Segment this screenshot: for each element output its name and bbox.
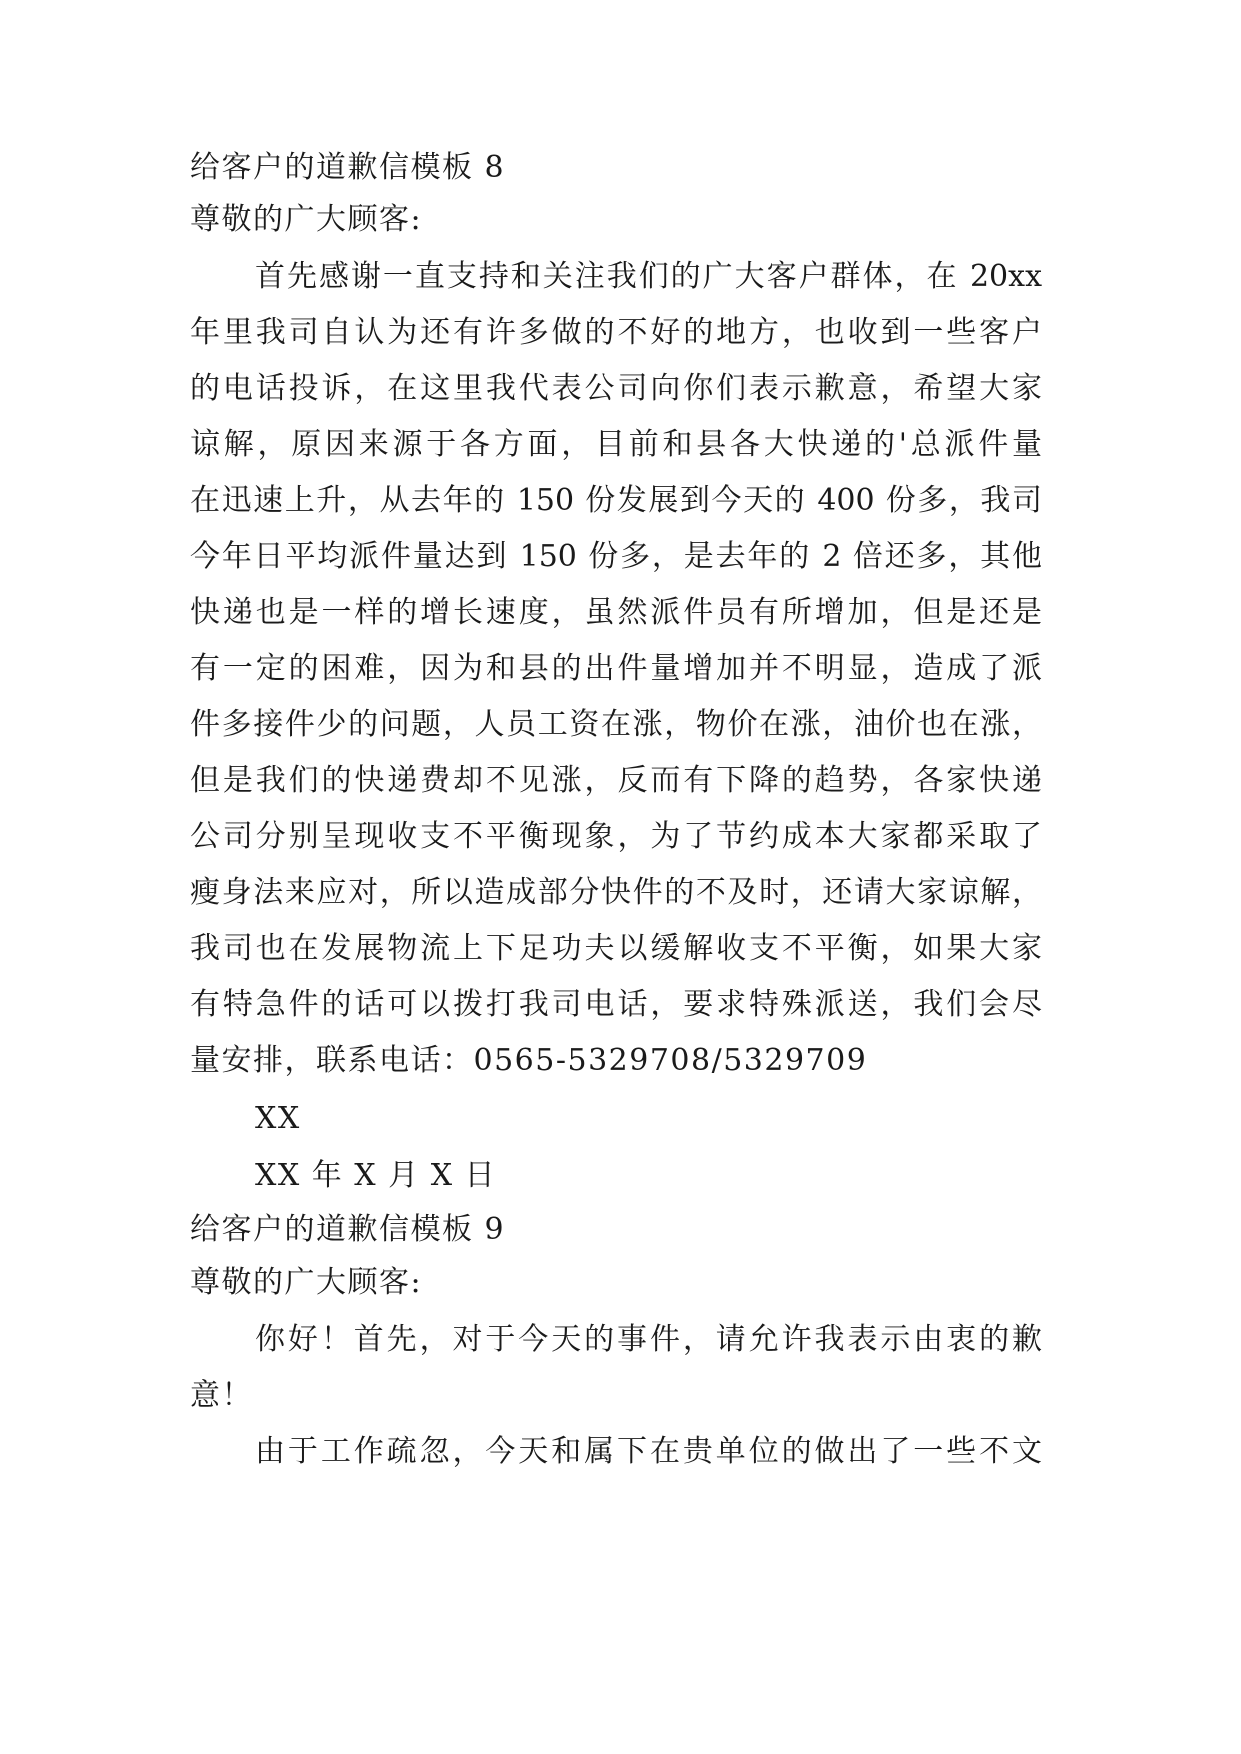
letter-8-body-line: 有一定的困难，因为和县的出件量增加并不明显，造成了派 (190, 651, 1042, 686)
letter-8-body-line: 有特急件的话可以拨打我司电话，要求特殊派送，我们会尽 (190, 987, 1042, 1022)
letter-9-body-line: 你好！首先，对于今天的事件，请允许我表示由衷的歉 (255, 1322, 1042, 1357)
letter-8-signature: XX (255, 1101, 301, 1136)
letter-8-body-line: 的电话投诉，在这里我代表公司向你们表示歉意，希望大家 (190, 371, 1042, 406)
letter-8-body-line: 量安排，联系电话：0565-5329708/5329709 (190, 1043, 868, 1078)
letter-9-salutation: 尊敬的广大顾客: (190, 1265, 423, 1300)
letter-8-body-line: 在迅速上升，从去年的 150 份发展到今天的 400 份多，我司 (190, 483, 1042, 518)
letter-8-body-line: 瘦身法来应对，所以造成部分快件的不及时，还请大家谅解， (190, 875, 1042, 910)
letter-8-body-line: 公司分别呈现收支不平衡现象，为了节约成本大家都采取了 (190, 819, 1042, 854)
letter-9-title: 给客户的道歉信模板 9 (190, 1212, 506, 1247)
letter-8-body-line: 快递也是一样的增长速度，虽然派件员有所增加，但是还是 (190, 595, 1042, 630)
letter-8-body-line: 今年日平均派件量达到 150 份多，是去年的 2 倍还多，其他 (190, 539, 1042, 574)
letter-8-salutation: 尊敬的广大顾客: (190, 202, 423, 237)
letter-8-body-line: 年里我司自认为还有许多做的不好的地方，也收到一些客户 (190, 315, 1042, 350)
letter-8-body-line: 但是我们的快递费却不见涨，反而有下降的趋势，各家快递 (190, 763, 1042, 798)
letter-8-title: 给客户的道歉信模板 8 (190, 150, 506, 185)
letter-8-body-line: 首先感谢一直支持和关注我们的广大客户群体，在 20xx (255, 259, 1042, 294)
letter-9-body-line: 意！ (190, 1378, 253, 1413)
letter-8-date: XX 年 X 月 X 日 (255, 1158, 497, 1193)
letter-9-body-line: 由于工作疏忽，今天和属下在贵单位的做出了一些不文 (255, 1434, 1042, 1469)
letter-8-body-line: 我司也在发展物流上下足功夫以缓解收支不平衡，如果大家 (190, 931, 1042, 966)
letter-8-body-line: 件多接件少的问题，人员工资在涨，物价在涨，油价也在涨， (190, 707, 1042, 742)
letter-8-body-line: 谅解，原因来源于各方面，目前和县各大快递的'总派件量 (190, 427, 1042, 462)
